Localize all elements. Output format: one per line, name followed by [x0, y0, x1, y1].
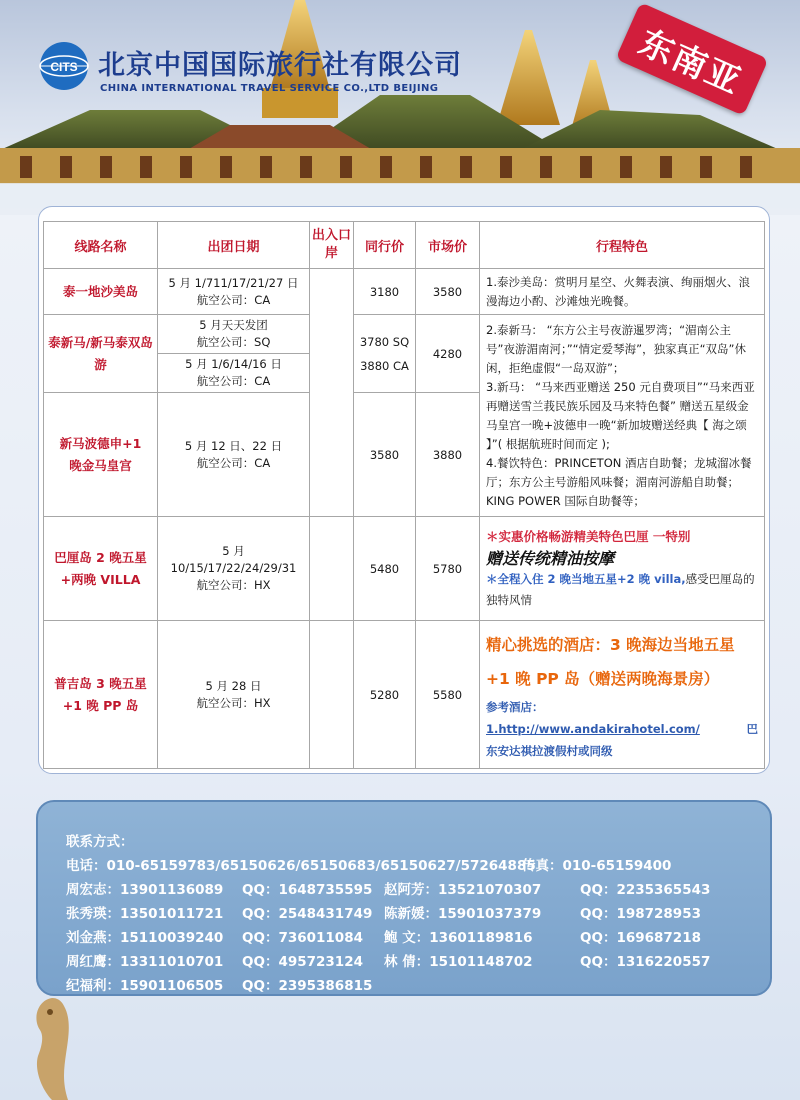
contact-qq: QQ：1648735595	[242, 882, 373, 898]
table-row	[44, 269, 765, 315]
table-row	[44, 517, 765, 621]
feature-line: 1.泰沙美岛：赏明月星空、火舞表演、绚丽烟火、浪漫海边小酌、沙滩烛光晚餐。	[486, 274, 750, 308]
port-cell	[310, 269, 354, 517]
promo-text: ＊实惠价格畅游精美特色巴厘 一特别	[486, 529, 691, 544]
routes-table	[43, 221, 765, 769]
date-line: 5 月 28 日	[205, 678, 262, 693]
contact-qq: QQ：2235365543	[580, 882, 711, 898]
route-dates	[158, 621, 310, 769]
contact-person: 鲍 文：13601189816	[384, 930, 533, 946]
table-row	[44, 621, 765, 769]
contact-person: 陈新媛：15901037379	[384, 906, 542, 922]
route-name: 泰一地沙美岛	[44, 269, 158, 315]
contact-qq: QQ：2548431749	[242, 906, 373, 922]
merlion-statue-icon	[22, 990, 82, 1100]
date-line: 5 月 12 日、22 日	[184, 438, 283, 453]
peer-price: 5480	[354, 517, 416, 621]
market-price: 3880	[416, 393, 480, 517]
date-line: 10/15/17/22/24/29/31	[170, 561, 297, 575]
header-peer-price: 同行价	[354, 222, 416, 269]
hotel-name-start: 巴	[746, 721, 758, 736]
logo-text: CITS	[50, 60, 78, 74]
contact-person: 赵阿芳：13521070307	[384, 882, 542, 898]
route-dates	[158, 354, 310, 393]
header-dates: 出团日期	[158, 222, 310, 269]
route-dates	[158, 393, 310, 517]
peer-price: 3180	[354, 269, 416, 315]
airline-line: 航空公司：CA	[196, 455, 271, 470]
airline-line: 航空公司：HX	[196, 695, 271, 710]
contact-qq: QQ：198728953	[580, 906, 701, 922]
region-badge-label: 东南亚	[633, 21, 749, 103]
market-price: 3580	[416, 269, 480, 315]
contact-person: 纪福利：15901106505	[66, 978, 224, 994]
contact-person: 周宏志：13901136089	[66, 882, 224, 898]
date-line: 5 月 1/6/14/16 日	[185, 357, 282, 371]
route-features	[480, 517, 765, 621]
route-name: 普吉岛 3 晚五星+1 晚 PP 岛	[44, 621, 158, 769]
market-price: 4280	[416, 315, 480, 393]
contact-qq: QQ：2395386815	[242, 978, 373, 994]
route-name: 巴厘岛 2 晚五星+两晚 VILLA	[44, 517, 158, 621]
date-line: 5 月天天发团	[199, 318, 268, 332]
hotel-highlight: 精心挑选的酒店：3 晚海边当地五星+1 晚 PP 岛（赠送两晚海景房）	[486, 635, 735, 688]
reference-hotel-label: 参考酒店：	[486, 699, 544, 714]
date-line: 5 月	[222, 544, 245, 558]
contact-phone: 电话：010-65159783/65150626/65150683/65150627/57264885	[66, 858, 536, 874]
header-port: 出入口岸	[310, 222, 354, 269]
airline-line: 航空公司：CA	[196, 292, 271, 307]
header-market-price: 市场价	[416, 222, 480, 269]
route-dates	[158, 315, 310, 354]
route-features-shared	[480, 315, 765, 517]
contact-qq: QQ：169687218	[580, 930, 701, 946]
market-price: 5780	[416, 517, 480, 621]
contact-person: 刘金燕：15110039240	[66, 930, 224, 946]
peer-price: 5280	[354, 621, 416, 769]
peer-price-sq: 3780 SQ	[359, 334, 410, 349]
contact-person: 张秀瑛：13501011721	[66, 906, 224, 922]
feature-line: 3.新马： “马来西亚赠送 250 元自费项目”“马来西亚再赠送雪兰莪民族乐园及马来特色餐” 赠送五星级金马皇宫一晚+波德申一晚“新加坡赠送经典【 海之颂 】”( 根据航班时间而定 );	[486, 379, 755, 451]
port-cell	[310, 621, 354, 769]
airline-line: 航空公司：CA	[196, 374, 271, 388]
market-price: 5580	[416, 621, 480, 769]
airline-line: 航空公司：HX	[196, 578, 271, 592]
contact-qq: QQ：495723124	[242, 954, 363, 970]
contact-title: 联系方式：	[66, 834, 134, 850]
contact-panel	[36, 800, 772, 996]
route-name: 泰新马/新马泰双岛游	[44, 315, 158, 393]
routes-panel	[38, 206, 770, 774]
route-name: 新马波德申+1晚金马皇宫	[44, 393, 158, 517]
promo-tail: 感受巴厘岛的独特风情	[486, 572, 755, 607]
organization-name-en: CHINA INTERNATIONAL TRAVEL SERVICE CO.,LTD BEIJING	[100, 83, 439, 94]
feature-line: 4.餐饮特色：PRINCETON 酒店自助餐；龙城溜冰餐厅；东方公主号游船风味餐；湄南河游船自助餐；KING POWER 国际自助餐等；	[486, 455, 752, 508]
contact-fax: 传真：010-65159400	[522, 858, 672, 874]
table-row	[44, 315, 765, 354]
hotel-link[interactable]: 1.http://www.andakirahotel.com/	[486, 721, 700, 736]
route-dates	[158, 269, 310, 315]
organization-name-cn: 北京中国国际旅行社有限公司	[98, 50, 462, 81]
feature-line: 2.泰新马： “东方公主号夜游暹罗湾；“湄南公主号”夜游湄南河；”“情定爱琴海”，独家真正“双岛”休闲，拒绝虚假“一岛双游”；	[486, 322, 746, 375]
hotel-name: 东安达祺拉渡假村或同级	[486, 743, 613, 758]
route-features	[480, 621, 765, 769]
route-features	[480, 269, 765, 315]
promo-headline: 赠送传统精油按摩	[486, 549, 615, 568]
table-header-row	[44, 222, 765, 269]
header-route: 线路名称	[44, 222, 158, 269]
header-features: 行程特色	[480, 222, 765, 269]
route-dates	[158, 517, 310, 621]
contact-qq: QQ：736011084	[242, 930, 363, 946]
port-cell	[310, 517, 354, 621]
peer-price-ca: 3880 CA	[360, 358, 409, 373]
contact-qq: QQ：1316220557	[580, 954, 711, 970]
cits-logo	[38, 40, 90, 92]
contact-person: 周红鹰：13311010701	[66, 954, 224, 970]
peer-price: 3580	[354, 393, 416, 517]
peer-price	[354, 315, 416, 393]
contact-person: 林 倩：15101148702	[384, 954, 533, 970]
date-line: 5 月 1/711/17/21/27 日	[168, 275, 299, 290]
airline-line: 航空公司：SQ	[196, 335, 271, 349]
promo-blue-text: ＊全程入住 2 晚当地五星+2 晚 villa,	[486, 572, 686, 586]
